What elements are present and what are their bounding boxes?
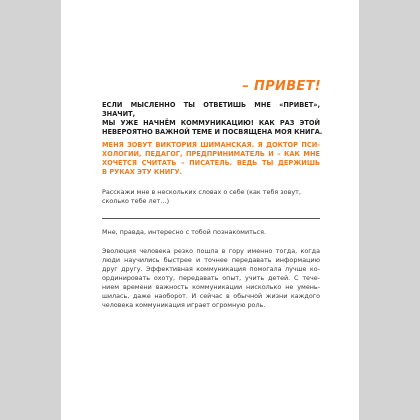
prompt-line: сколько тебе лет…) [102, 197, 170, 205]
author-intro-line: ХОЧЕТСЯ СЧИТАТЬ – ПИСАТЕЛЬ. ВЕДЬ ТЫ ДЕРЖИШЬ [102, 159, 320, 167]
author-intro-line: МЕНЯ ЗОВУТ ВИКТОРИЯ ШИМАНСКАЯ. Я ДОКТОР ПСИ- [102, 141, 320, 149]
book-page [61, 0, 359, 420]
intro-bold-line: ЕСЛИ МЫСЛЕННО ТЫ ОТВЕТИШЬ МНЕ «ПРИВЕТ», ЗНАЧИТ, [102, 101, 320, 118]
intro-bold-paragraph [102, 101, 323, 137]
reply-sentence: Мне, правда, интересно с тобой познакомиться. [102, 228, 267, 236]
page-heading: – ПРИВЕТ! [242, 79, 321, 94]
evolution-paragraph [102, 247, 320, 310]
body-line: ординировать охоту, передавать опыт, учить детей. С тече- [102, 274, 320, 282]
body-line: шилась, даже наоборот. И сейчас в обычной жизни каждого [102, 292, 320, 300]
body-line: люди научились быстрее и точнее передавать информацию [102, 256, 320, 264]
answer-write-line [102, 218, 320, 219]
author-intro-paragraph [102, 141, 320, 177]
author-intro-line: В РУКАХ ЭТУ КНИГУ. [102, 168, 183, 176]
author-intro-line: ХОЛОГИИ, ПЕДАГОГ, ПРЕДПРИНИМАТЕЛЬ И – КАК МНЕ [102, 150, 320, 158]
body-line: нием времени важность коммуникации нисколько не умень- [102, 283, 320, 291]
about-yourself-prompt [102, 188, 320, 206]
body-line: Эволюция человека резко пошла в гору именно тогда, когда [102, 247, 320, 255]
body-line: человека коммуникация играет огромную роль. [102, 301, 266, 309]
body-line: друг другу. Эффективная коммуникация помогала лучше ко- [102, 265, 320, 273]
intro-bold-line: НЕВЕРОЯТНО ВАЖНОЙ ТЕМЕ И ПОСВЯЩЕНА МОЯ КНИГА. [102, 128, 323, 136]
prompt-line: Расскажи мне в нескольких словах о себе (как тебя зовут, [102, 188, 301, 196]
intro-bold-line: МЫ УЖЕ НАЧНЁМ КОММУНИКАЦИЮ! КАК РАЗ ЭТОЙ [102, 119, 320, 127]
